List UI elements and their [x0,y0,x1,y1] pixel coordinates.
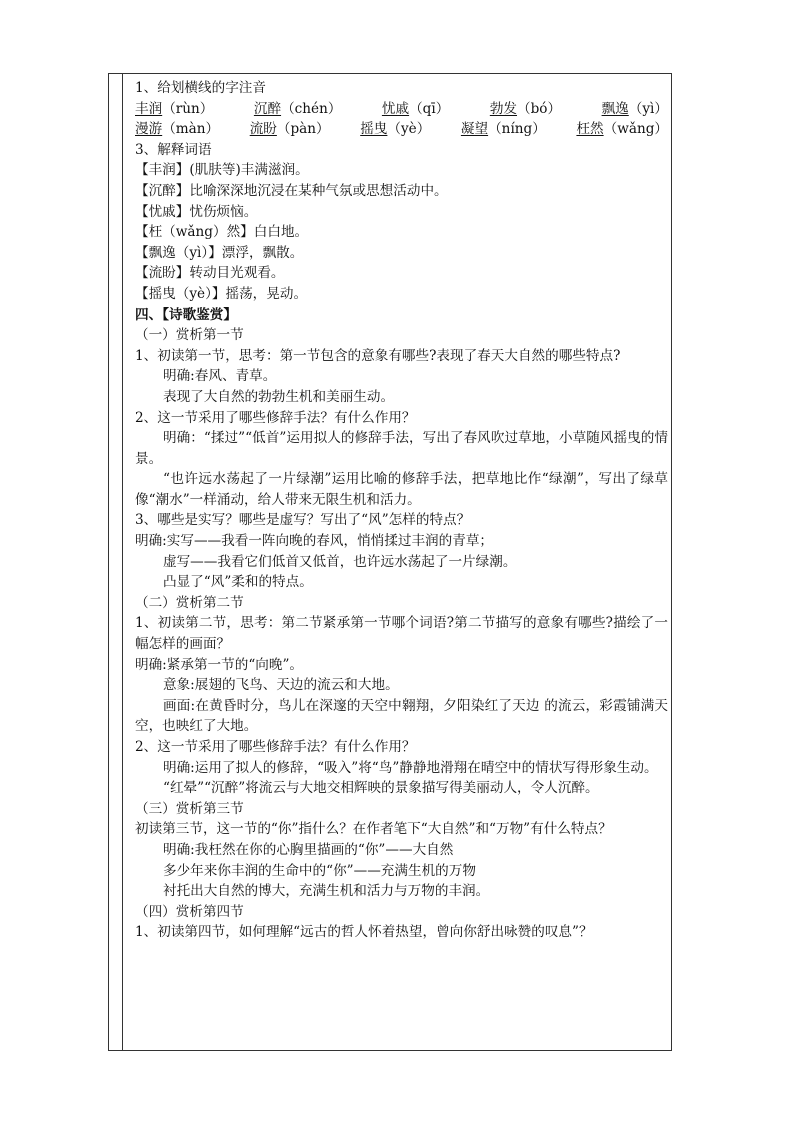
answer: 表现了大自然的勃勃生机和美丽生动。 [163,388,395,405]
table-left-column [108,73,123,1051]
answer: 多少年来你丰润的生命中的“你”——充满生机的万物 [163,862,476,879]
answer: “也许远水荡起了一片绿潮”运用比喻的修辞手法，把草地比作“绿潮”，写出了绿草像“潮水”一样涌动，给人带来无限生机和活力。 [135,471,668,508]
vocab-item: 飘逸（yì） [601,100,668,117]
vocab-item: 枉然（wǎng） [576,121,668,138]
vocab-item: 忧戚（qī） [381,100,450,117]
definition-item: 【沉醉】比喻深深地沉浸在某种气氛或思想活动中。 [135,182,448,199]
definitions-title: 3、解释词语 [135,141,212,158]
answer: 虚写——我看它们低首又低首，也许远水荡起了一片绿潮。 [163,553,517,570]
answer: 明确:运用了拟人的修辞，“吸入”将“鸟”静静地滑翔在晴空中的情状写得形象生动。 [163,759,658,776]
answer: 凸显了“风”柔和的特点。 [163,574,313,591]
answer: 明确:实写——我看一阵向晚的春风，悄悄揉过丰润的青草； [135,533,494,550]
subsection-title: （一）赏析第一节 [135,327,244,344]
definition-item: 【摇曳（yè）】摇荡，晃动。 [135,285,308,302]
definition-item: 【枉（wǎng）然】白白地。 [135,224,309,241]
question: 1、初读第四节，如何理解“远古的哲人怀着热望，曾向你舒出咏赞的叹息”？ [135,924,593,941]
subsection-title: （四）赏析第四节 [135,903,244,920]
answer: 明确：“揉过”“低首”运用拟人的修辞手法，写出了春风吹过草地，小草随风摇曳的情景。 [135,430,668,467]
vocab-item: 摇曳（yè） [360,121,431,138]
answer: 明确:我枉然在你的心胸里描画的“你”——大自然 [163,841,454,858]
question: 1、初读第二节，思考：第二节紧承第一节哪个词语?第二节描写的意象有哪些?描绘了一幅怎样的画面？ [135,615,668,653]
vocab-item: 丰润（rùn） [135,100,214,117]
vocab-item: 沉醉（chén） [253,100,342,117]
vocab-item: 漫游（màn） [135,121,220,138]
answer: 明确:春风、青草。 [163,368,277,385]
question: 初读第三节，这一节的“你”指什么？在作者笔下“大自然”和“万物”有什么特点？ [135,821,612,838]
definition-item: 【流盼】转动目光观看。 [135,265,285,282]
definition-item: 【飘逸（yì）】漂浮，飘散。 [135,244,304,261]
answer: 画面:在黄昏时分，鸟儿在深邃的天空中翱翔，夕阳染红了天边 的流云，彩霞铺满天空，也映红了大地。 [135,697,668,735]
vocab-row-2 [135,119,668,140]
answer: 衬托出大自然的博大，充满生机和活力与万物的丰润。 [163,883,490,900]
question: 3、哪些是实写？哪些是虚写？写出了“风”怎样的特点？ [135,512,471,529]
vocab-title: 1、给划横线的字注音 [135,80,266,96]
section-heading: 四、【诗歌鉴赏】 [135,306,237,323]
subsection-title: （三）赏析第三节 [135,800,244,817]
vocab-row-1 [135,99,668,120]
answer: 明确:紧承第一节的“向晚”。 [135,656,304,673]
question: 2、这一节采用了哪些修辞手法？有什么作用？ [135,739,416,755]
table-content-cell [135,78,668,943]
answer: 意象:展翅的飞鸟、天边的流云和大地。 [163,677,399,694]
vocab-item: 勃发（bó） [489,100,562,117]
question: 2、这一节采用了哪些修辞手法？有什么作用？ [135,409,416,426]
definition-item: 【忧戚】忧伤烦恼。 [135,203,258,220]
definition-item: 【丰润】(肌肤等)丰满滋润。 [135,162,309,179]
vocab-item: 流盼（pàn） [249,121,330,138]
vocab-item: 凝望（níng） [460,121,546,138]
answer: “红晕”“沉醉”将流云与大地交相辉映的景象描写得美丽动人，令人沉醉。 [163,780,599,797]
question: 1、初读第一节，思考：第一节包含的意象有哪些?表现了春天大自然的哪些特点? [135,347,621,364]
subsection-title: （二）赏析第二节 [135,594,244,611]
